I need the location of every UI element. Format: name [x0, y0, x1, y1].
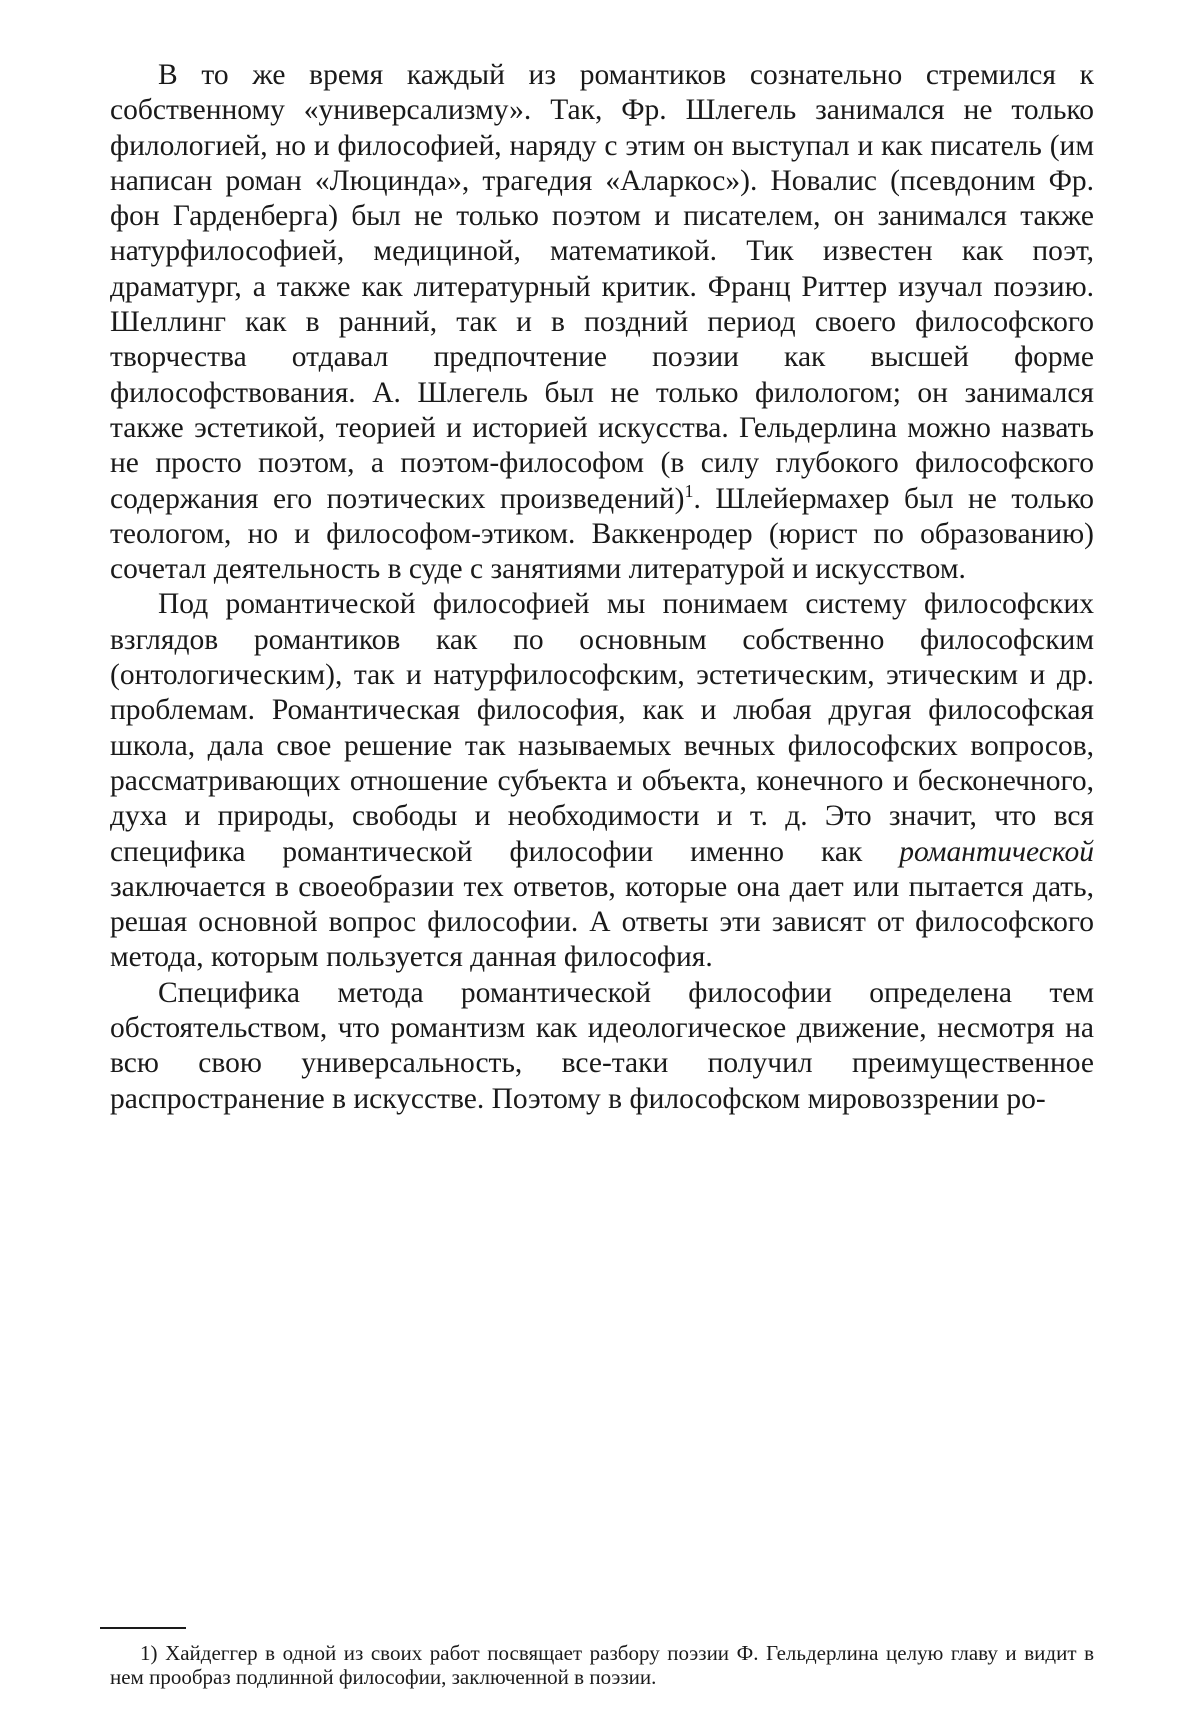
- footnote-text: Хайдеггер в одной из своих работ посвящает разбору поэзии Ф. Гельдерлина целую главу и видит в нем прообраз подлинной философии, заключенной в поэзии.: [110, 1641, 1094, 1689]
- paragraph-3: [110, 976, 1094, 1117]
- emphasis-romantic: романтической: [899, 835, 1094, 868]
- main-text: [110, 58, 1094, 1117]
- paragraph-2-continuation: заключается в своеобразии тех ответов, которые она дает или пытается дать, решая основной вопрос философии. А ответы эти зависят от философского метода, которым пользуется данная философия.: [110, 870, 1094, 974]
- paragraph-2-text: Под романтической философией мы понимаем систему философских взглядов романтиков как по основным собственно философским (онтологическим), так и натурфилософским, эстетическим, этическим и др. проблемам. Романтическая философия, как и любая другая философская школа, дала свое решение так называемых вечных философских вопросов, рассматривающих отношение субъекта и объекта, конечного и бесконечного, духа и природы, свободы и необходимости и т. д. Это значит, что вся специфика романтической философии именно как: [110, 588, 1094, 868]
- footnote-reference: 1: [684, 480, 694, 501]
- paragraph-1-text: В то же время каждый из романтиков сознательно стремился к собственному «универсализму». Так, Фр. Шлегель занимался не только филологией, но и философией, наряду с этим он выступал и как писатель (им написан роман «Люцинда», трагедия «Аларкос»). Новалис (псевдоним Фр. фон Гарденберга) был не только поэтом и писателем, он занимался также натурфилософией, медициной, математикой. Тик известен как поэт, драматург, а также как литературный критик. Франц Риттер изучал поэзию. Шеллинг как в ранний, так и в поздний период своего философского творчества отдавал предпочтение поэзии как высшей форме философствования. А. Шлегель был не только филологом; он занимался также эстетикой, теорией и историей искусства. Гельдерлина можно назвать не просто поэтом, а поэтом-философом (в силу глубокого философского содержания его поэтических произведений): [110, 59, 1094, 515]
- footnote-divider: [100, 1627, 186, 1629]
- footnote-marker: 1): [140, 1641, 158, 1665]
- paragraph-2: [110, 587, 1094, 975]
- paragraph-1-continuation: . Шлейермахер был не только теологом, но и философом-этиком. Ваккенродер (юрист по образованию) сочетал деятельность в суде с занятиями литературой и искусством.: [110, 482, 1095, 586]
- paragraph-3-text: Специфика метода романтической философии определена тем обстоятельством, что романтизм как идеологическое движение, несмотря на всю свою универсальность, все-таки получил преимущественное распространение в искусстве. Поэтому в философском мировоззрении ро-: [110, 976, 1094, 1115]
- paragraph-1: [110, 58, 1094, 587]
- footnote: [110, 1642, 1094, 1689]
